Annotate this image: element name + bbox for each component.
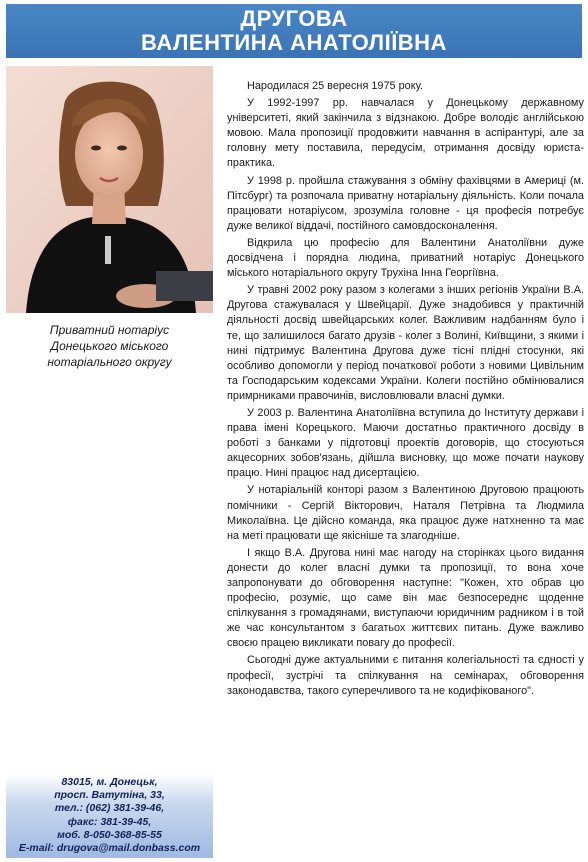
caption-line: нотаріального округу <box>47 355 172 369</box>
portrait-photo <box>6 66 213 313</box>
fax-line: факс: 381-39-45, <box>67 815 152 828</box>
biography-text <box>227 79 584 699</box>
paragraph: У травні 2002 року разом з колегами з інших регіонів України В.А. Другова стажувалася у Швейцарії. Дуже знадобився у практичній діяльності досвід швейцарських колег. Важливим надбанням було і те, що залишилося багато друзів - колег з Волині, Київщини, з якими і нині підтримує Валентина Другова дуже тісні плідні стосунки, які особливо допомогли у період початкової роботи з новими Цивільним та Господарським кодексами України. Колеги постійно обмінювалися примрниками правочинів, висловлювали власні думки. <box>227 284 584 402</box>
paragraph: У 1998 р. пройшла стажування з обміну фахівцями в Америці (м. Пітсбург) та розпочала приватну нотаріальну діяльність. Коли почала працювати нотаріусом, зрозуміла головне - ця професія потребує дуже великої віддачі, постійного самовдосконалення. <box>227 174 584 232</box>
caption-line: Донецького міського <box>50 339 169 353</box>
paragraph: У нотаріальній конторі разом з Валентиною Друговою працюють помічники - Сергій Вікторович, Наталя Петрівна та Людмила Миколаївна. Це дійсно команда, яка працює дуже натхненно та має на меті працювати ще якісніше та злагодніше. <box>227 484 584 542</box>
photo-caption <box>6 322 213 370</box>
address-line: просп. Ватутіна, 33, <box>54 789 165 802</box>
email-link[interactable]: E-mail: drugova@mail.donbass.com <box>18 842 201 855</box>
paragraph: І якщо В.А. Другова нині має нагоду на сторінках цього видання донести до колег власні думки та пропозиції, то вона хоче запропонувати до обговорення наступне: "Кожен, хто обрав цю професію, розуміє, що саме він має безпосереднє щоденне спілкування з громадянами, виступаючи юридичним радником і в той же час консультантом з багатьох життєвих питань. Дуже важливо своєю працею викликати повагу до професії. <box>227 546 584 650</box>
paragraph: У 1992-1997 рр. навчалася у Донецькому державному університеті, який закінчила з відзнакою. Добре володіє англійською мовою. Мала пропозиції продовжити навчання в аспірантурі, але за головну мету поставила, передусім, отримання досвіду юриста-практика. <box>227 97 584 170</box>
paragraph: У 2003 р. Валентина Анатоліївна вступила до Інституту держави і права імені Корецького. Маючи достатньо практичного досвіду в роботі з банками у підготовці проектів договорів, що стосуються акцесорних зобов'язань, дійшла висновку, що може почати наукову працю. Нині працює над дисертацією. <box>227 406 584 480</box>
paragraph: Народилася 25 вересня 1975 року. <box>247 80 424 92</box>
mobile-line: моб. 8-050-368-85-55 <box>57 828 162 841</box>
caption-line: Приватний нотаріус <box>49 323 170 337</box>
contact-box <box>6 774 213 858</box>
given-names-heading: ВАЛЕНТИНА АНАТОЛІЇВНА <box>141 30 447 55</box>
phone-line: тел.: (062) 381-39-46, <box>54 802 165 815</box>
paragraph: Сьогодні дуже актуальними є питання колегіальності та єдності у професії, зустрічі та спілкування на семінарах, обговорення законодавства, такого суперечливого та не кодифікованого". <box>227 654 584 697</box>
portrait-illustration <box>6 66 213 313</box>
address-line: 83015, м. Донецьк, <box>61 776 158 788</box>
title-banner <box>6 4 582 58</box>
surname-heading: ДРУГОВА <box>240 6 348 31</box>
paragraph: Відкрила цю професію для Валентини Анатоліївни дуже досвідчена і порядна людина, приватний нотаріус Донецького міського нотаріального округу Трухіна Інна Георгіївна. <box>227 236 584 280</box>
